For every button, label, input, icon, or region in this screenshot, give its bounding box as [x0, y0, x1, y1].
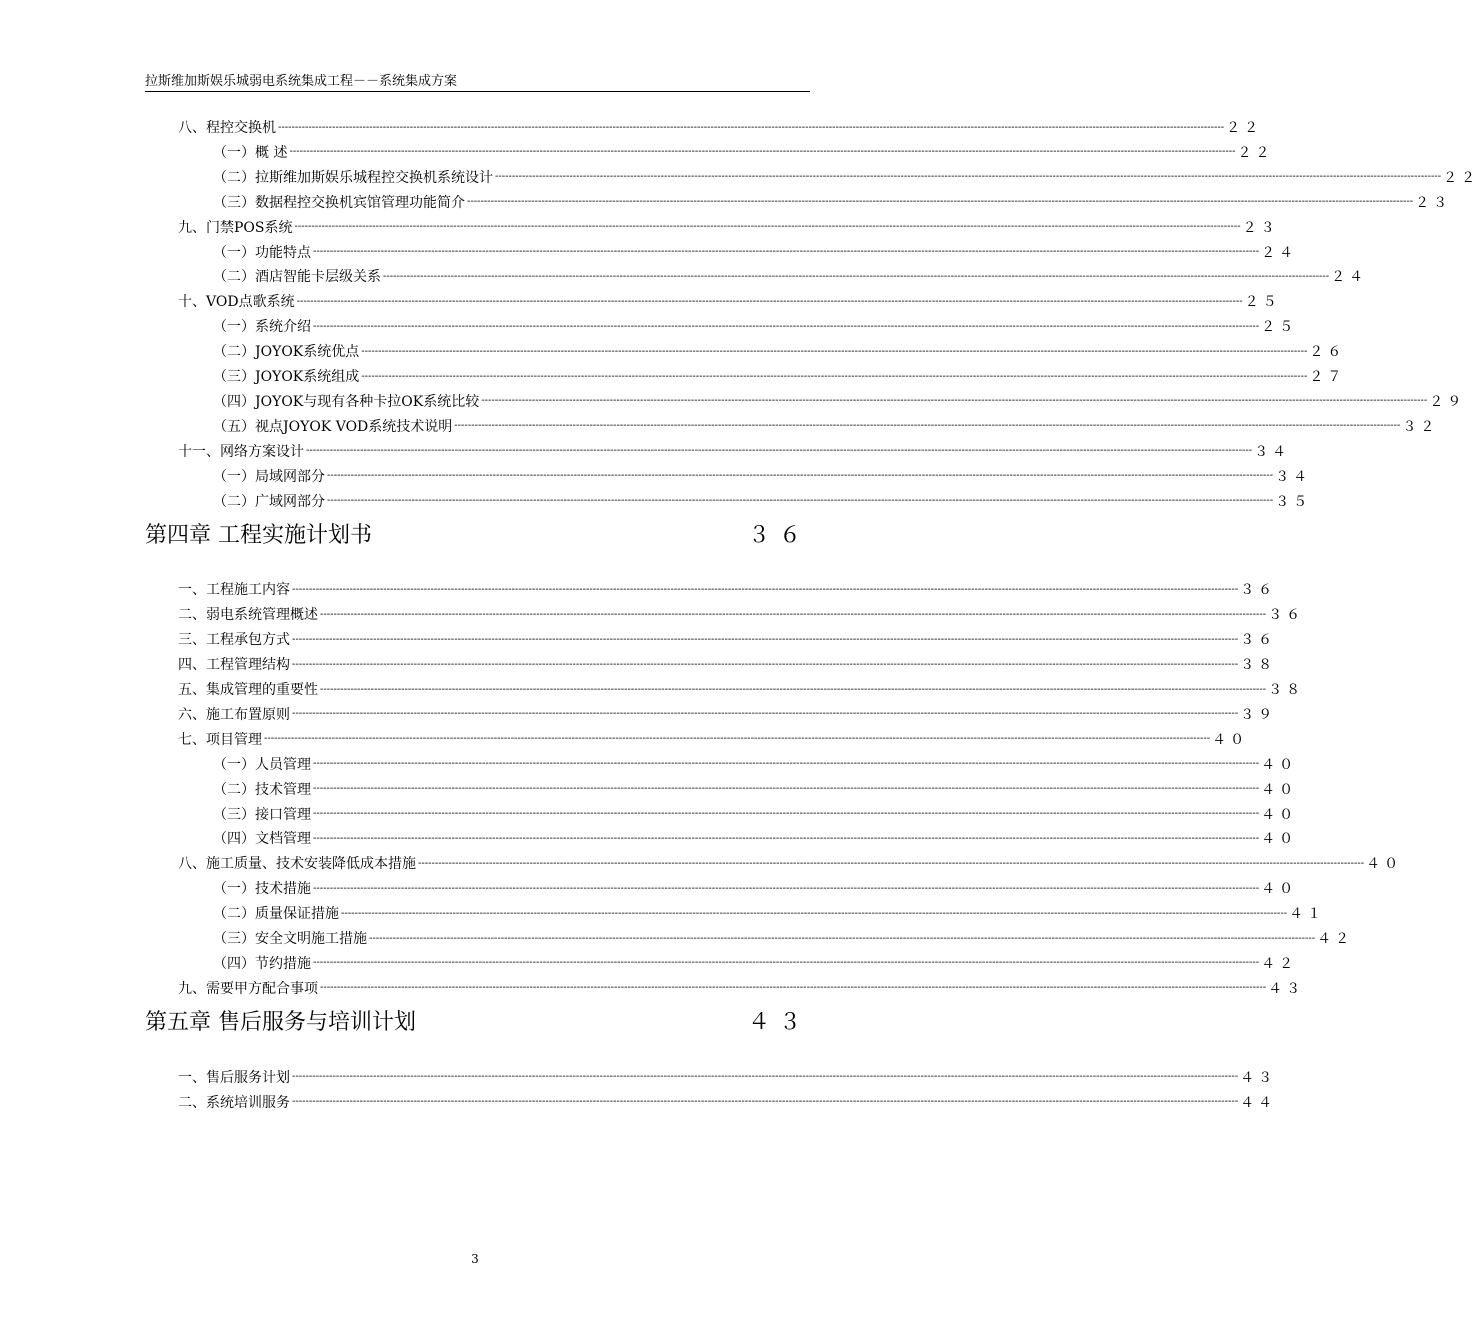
- toc-entry-title: （三）数据程控交换机宾馆管理功能简介: [213, 194, 465, 211]
- toc-subsection-entry[interactable]: [213, 415, 1439, 437]
- toc-entry-page-number: ４１: [1289, 906, 1326, 923]
- toc-subsection-entry[interactable]: [213, 365, 1346, 387]
- toc-subsection-entry[interactable]: [213, 315, 1298, 337]
- toc-entry-page-number: ３４: [1275, 468, 1312, 485]
- toc-section-entry[interactable]: [178, 728, 1249, 750]
- toc-entry-title: 十、VOD点歌系统: [178, 294, 295, 311]
- toc-entry-page-number: ４０: [1212, 731, 1249, 748]
- toc-section-entry[interactable]: [178, 578, 1277, 600]
- dot-leader: [292, 584, 1238, 595]
- toc-entry-title: （二）广域网部分: [213, 493, 325, 510]
- toc-entry-title: 六、施工布置原则: [178, 706, 290, 723]
- document-header: [145, 74, 810, 92]
- toc-entry-title: （四）节约措施: [213, 955, 311, 972]
- dot-leader: [292, 659, 1238, 670]
- toc-subsection-entry[interactable]: [213, 902, 1326, 924]
- toc-entry-title: 十一、网络方案设计: [178, 443, 304, 460]
- toc-subsection-entry[interactable]: [213, 778, 1298, 800]
- toc-entry-page-number: ４０: [1261, 831, 1298, 848]
- dot-leader: [383, 271, 1329, 282]
- toc-entry-page-number: ３８: [1240, 657, 1277, 674]
- dot-leader: [313, 758, 1259, 769]
- dot-leader: [454, 420, 1400, 431]
- toc-subsection-entry[interactable]: [213, 390, 1466, 412]
- toc-entry-page-number: ３４: [1254, 443, 1291, 460]
- dot-leader: [320, 982, 1266, 993]
- toc-entry-title: 九、门禁POS系统: [178, 219, 293, 236]
- toc-entry-title: （三）JOYOK系统组成: [213, 369, 360, 385]
- toc-entry-title: 三、工程承包方式: [178, 632, 290, 649]
- dot-leader: [292, 1071, 1238, 1082]
- dot-leader: [361, 371, 1307, 382]
- toc-entry-title: （二）酒店智能卡层级关系: [213, 269, 381, 286]
- toc-section-entry[interactable]: [178, 703, 1277, 725]
- toc-entry-page-number: ３２: [1402, 418, 1439, 435]
- toc-section-entry[interactable]: [178, 290, 1281, 312]
- toc-subsection-entry[interactable]: [213, 952, 1298, 974]
- toc-section-entry[interactable]: [178, 653, 1277, 675]
- toc-subsection-entry[interactable]: [213, 877, 1298, 899]
- dot-leader: [306, 445, 1252, 456]
- toc-entry-page-number: ４０: [1261, 756, 1298, 773]
- dot-leader: [313, 808, 1259, 819]
- dot-leader: [481, 395, 1427, 406]
- dot-leader: [278, 122, 1224, 133]
- dot-leader: [327, 495, 1273, 506]
- toc-entry-page-number: ２４: [1331, 269, 1368, 286]
- toc-entry-page-number: ４２: [1317, 931, 1354, 947]
- page-number: 3: [471, 1252, 479, 1266]
- dot-leader: [320, 609, 1266, 620]
- chapter-title: 第四章 工程实施计划书: [145, 522, 372, 548]
- toc-section-entry[interactable]: [178, 603, 1305, 625]
- toc-entry-page-number: ４０: [1261, 806, 1298, 823]
- toc-entry-title: （一）概 述: [213, 144, 288, 161]
- toc-entry-page-number: ２２: [1226, 120, 1263, 136]
- toc-entry-page-number: ２５: [1244, 294, 1281, 311]
- toc-section-entry[interactable]: [178, 678, 1305, 700]
- toc-entry-title: （二）技术管理: [213, 781, 311, 798]
- toc-entry-title: 八、施工质量、技术安装降低成本措施: [178, 856, 416, 873]
- toc-entry-title: （一）功能特点: [213, 244, 311, 261]
- toc-entry-page-number: ４３: [1240, 1069, 1277, 1086]
- toc-entry-page-number: ２９: [1429, 393, 1466, 410]
- toc-subsection-entry[interactable]: [213, 803, 1298, 825]
- toc-section-entry[interactable]: [178, 116, 1263, 138]
- toc-subsection-entry[interactable]: [213, 191, 1452, 213]
- toc-chapter-heading[interactable]: [145, 518, 810, 548]
- toc-entry-page-number: ４２: [1261, 955, 1298, 972]
- toc-entry-page-number: ２２: [1237, 144, 1274, 161]
- toc-subsection-entry[interactable]: [213, 490, 1312, 512]
- dot-leader: [313, 833, 1259, 844]
- toc-entry-page-number: ３８: [1268, 682, 1305, 698]
- toc-entry-page-number: ３５: [1275, 493, 1312, 510]
- toc-section-entry[interactable]: [178, 977, 1305, 999]
- toc-entry-page-number: ４０: [1261, 781, 1298, 798]
- toc-section-entry[interactable]: [178, 628, 1277, 650]
- toc-entry-page-number: ２３: [1415, 194, 1452, 211]
- toc-entry-title: （二）JOYOK系统优点: [213, 344, 360, 361]
- dot-leader: [289, 146, 1235, 157]
- toc-entry-page-number: ２２: [1443, 169, 1479, 186]
- toc-subsection-entry[interactable]: [213, 241, 1298, 263]
- toc-subsection-entry[interactable]: [213, 753, 1298, 775]
- toc-entry-title: 九、需要甲方配合事项: [178, 980, 318, 997]
- toc-entry-title: 七、项目管理: [178, 731, 262, 748]
- toc-subsection-entry[interactable]: [213, 141, 1274, 163]
- dot-leader: [264, 733, 1210, 744]
- toc-entry-title: （一）人员管理: [213, 756, 311, 773]
- chapter-page-number: ３６: [747, 522, 810, 548]
- toc-section-entry[interactable]: [178, 852, 1403, 874]
- toc-section-entry[interactable]: [178, 216, 1279, 238]
- dot-leader: [341, 908, 1287, 919]
- toc-entry-page-number: ２６: [1309, 344, 1346, 361]
- dot-leader: [313, 783, 1259, 794]
- toc-chapter-heading[interactable]: [145, 1006, 810, 1036]
- chapter-page-number: ４３: [747, 1010, 810, 1036]
- toc-section-entry[interactable]: [178, 1066, 1277, 1088]
- toc-entry-title: 一、工程施工内容: [178, 582, 290, 599]
- toc-entry-title: （四）JOYOK与现有各种卡拉OK系统比较: [213, 393, 480, 410]
- toc-entry-page-number: ２３: [1242, 219, 1279, 236]
- toc-entry-page-number: ４０: [1366, 856, 1403, 873]
- header-title: 拉斯维加斯娱乐城弱电系统集成工程－－系统集成方案: [145, 74, 458, 89]
- dot-leader: [361, 346, 1307, 357]
- dot-leader: [369, 933, 1315, 944]
- toc-entry-title: （一）系统介绍: [213, 319, 311, 336]
- dot-leader: [313, 957, 1259, 968]
- toc-entry-page-number: ３９: [1240, 706, 1277, 723]
- dot-leader: [295, 221, 1241, 232]
- dot-leader: [320, 684, 1266, 695]
- toc-entry-page-number: ４４: [1240, 1094, 1277, 1111]
- toc-entry-title: （一）局域网部分: [213, 468, 325, 485]
- toc-entry-title: （一）技术措施: [213, 881, 311, 898]
- toc-entry-page-number: ３６: [1240, 582, 1277, 599]
- toc-entry-title: 八、程控交换机: [178, 120, 276, 136]
- toc-subsection-entry[interactable]: [213, 265, 1368, 287]
- toc-entry-page-number: ２４: [1261, 244, 1298, 261]
- toc-entry-title: （五）视点JOYOK VOD系统技术说明: [213, 418, 453, 435]
- toc-entry-title: 四、工程管理结构: [178, 657, 290, 674]
- toc-entry-page-number: ３６: [1268, 607, 1305, 624]
- toc-entry-page-number: ２５: [1261, 319, 1298, 336]
- dot-leader: [327, 470, 1273, 481]
- dot-leader: [313, 246, 1259, 257]
- toc-entry-title: 五、集成管理的重要性: [178, 682, 318, 698]
- toc-subsection-entry[interactable]: [213, 827, 1298, 849]
- chapter-title: 第五章 售后服务与培训计划: [145, 1010, 416, 1036]
- dot-leader: [292, 634, 1238, 645]
- dot-leader: [297, 296, 1243, 307]
- toc-entry-page-number: ４３: [1268, 980, 1305, 997]
- toc-entry-title: 二、系统培训服务: [178, 1094, 290, 1111]
- toc-entry-page-number: ３６: [1240, 632, 1277, 649]
- toc-entry-title: （二）质量保证措施: [213, 906, 339, 923]
- toc-entry-title: （三）接口管理: [213, 806, 311, 823]
- toc-subsection-entry[interactable]: [213, 166, 1479, 188]
- toc-entry-page-number: ４０: [1261, 881, 1298, 898]
- toc-entry-title: （四）文档管理: [213, 831, 311, 848]
- toc-entry-page-number: ２７: [1309, 369, 1346, 385]
- toc-entry-title: 一、售后服务计划: [178, 1069, 290, 1086]
- dot-leader: [313, 321, 1259, 332]
- dot-leader: [467, 196, 1413, 207]
- toc-section-entry[interactable]: [178, 1091, 1277, 1113]
- dot-leader: [292, 1096, 1238, 1107]
- toc-entry-title: （三）安全文明施工措施: [213, 931, 367, 947]
- dot-leader: [495, 171, 1441, 182]
- toc-section-entry[interactable]: [178, 440, 1291, 462]
- toc-subsection-entry[interactable]: [213, 340, 1346, 362]
- dot-leader: [292, 708, 1238, 719]
- dot-leader: [313, 883, 1259, 894]
- toc-subsection-entry[interactable]: [213, 927, 1354, 949]
- toc-entry-title: 二、弱电系统管理概述: [178, 607, 318, 624]
- toc-subsection-entry[interactable]: [213, 465, 1312, 487]
- dot-leader: [418, 858, 1364, 869]
- toc-entry-title: （二）拉斯维加斯娱乐城程控交换机系统设计: [213, 169, 493, 186]
